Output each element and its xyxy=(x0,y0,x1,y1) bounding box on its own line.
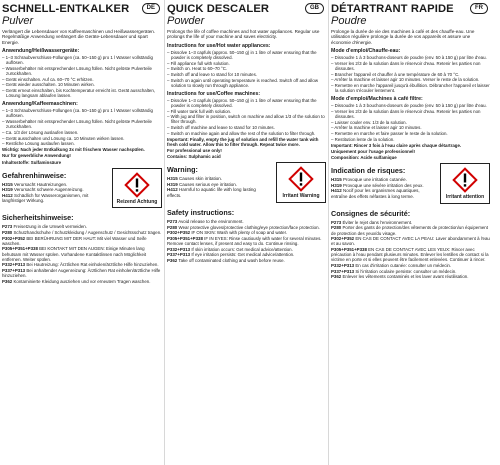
safety-statement xyxy=(167,258,326,263)
product-title: SCHNELL-ENTKALKER xyxy=(2,3,130,15)
instruction-step: – Restitution lente de la solution. xyxy=(331,136,395,142)
instruction-step: – Dissolve 1–3 capfuls (approx. 50–150 g) in 1 litre of water ensuring that the powder is completely dissolved. xyxy=(167,49,317,60)
safety-list xyxy=(2,224,162,284)
safety-text: Wear protective gloves/protective clothing/eye protection/face protection. xyxy=(178,224,320,230)
hazard-block xyxy=(2,166,162,209)
hazard-code: H315 xyxy=(2,181,13,187)
safety-statement xyxy=(167,230,326,235)
instruction-step: – Fill water tank full with solution. xyxy=(167,108,232,114)
section-heading: Instructions for use/Hot water appliances: xyxy=(167,42,271,49)
safety-statement xyxy=(2,262,162,267)
instruction-step: – Dissoudre 1 à 3 bouchons-doseurs de poudre (env. 50 à 150 g) par litre d'eau. xyxy=(331,55,487,61)
hazard-heading: Gefahrenhinweise: xyxy=(2,170,67,180)
safety-text: Porter des gants de protection/des vêtements de protection/un équipement de protection des yeux/du visage. xyxy=(331,225,488,236)
safety-statement xyxy=(331,236,490,246)
product-subtitle: Pulver xyxy=(2,15,34,27)
hazard-text: Causes serious eye irritation. xyxy=(179,181,238,187)
hazard-statement xyxy=(331,188,435,199)
hazard-heading: Warning: xyxy=(167,165,198,175)
instruction-step: – Laisser couler env. 1/3 de la solution. xyxy=(331,119,407,125)
safety-statement xyxy=(167,236,326,246)
instruction-step: – Restliche Lösung auslaufen lassen. xyxy=(2,141,75,147)
safety-text: Bei anhaltender Augenreizung: Ärztlichen Rat einholen/ärztliche Hilfe hinzuziehen. xyxy=(2,267,161,279)
hazard-text: Harmful to aquatic life with long lasting effects. xyxy=(167,187,256,199)
instruction-step: – Switch on. Heat to 60–70 °C. xyxy=(167,66,228,72)
language-column xyxy=(0,0,164,465)
safety-code: P337+P313 xyxy=(331,268,355,274)
safety-code: P332+P313 xyxy=(167,246,191,252)
safety-list xyxy=(167,219,326,263)
hazard-code: H315 xyxy=(331,177,342,183)
section-heading: Anwendung/Heißwassergeräte: xyxy=(2,48,80,55)
safety-heading: Consignes de sécurité: xyxy=(331,208,411,218)
instruction-step: – Wasserbehälter mit entsprechender Lösung füllen. Nicht gelöste Pulverteile zurückhalten. xyxy=(2,119,152,130)
safety-statement xyxy=(331,220,490,225)
intro-text: Prolongs the life of coffee machines and hot water appliances. Regular use prolongs the life of your machine and saves electricity. xyxy=(167,29,320,40)
hazard-text: Schädlich für Wasserorganismen, mit langfristiger Wirkung. xyxy=(2,192,89,204)
safety-statement xyxy=(2,246,162,261)
contents-note: Composition: Acide sulfamique xyxy=(331,155,397,161)
safety-statement xyxy=(2,268,162,278)
section-heading: Instructions for use/Coffee machines: xyxy=(167,90,261,97)
contents-note: Inhaltsstoffe: Sulfaminsäure xyxy=(2,159,62,165)
safety-statement xyxy=(167,252,326,257)
safety-text: EN CAS DE CONTACT AVEC LES YEUX: Rincer avec précaution à l'eau pendant plusieurs minutes. Enlever les lentilles de contact si la victime en porte et si elles peuvent être facilement enlevées. Continuer à rincer. xyxy=(331,247,489,263)
pictogram-caption: Reizend Achtung xyxy=(116,198,158,205)
hazard-heading: Indication de risques: xyxy=(331,166,406,176)
instruction-list xyxy=(167,50,326,88)
safety-text: Éviter le rejet dans l'environnement. xyxy=(342,219,413,225)
safety-statement xyxy=(2,236,162,246)
language-badge: DE xyxy=(142,3,160,14)
safety-text: IF ON SKIN: Wash with plenty of soap and water. xyxy=(191,230,288,236)
product-title: QUICK DESCALER xyxy=(167,3,270,15)
product-title: DÉTARTRANT RAPIDE xyxy=(331,3,454,15)
ghs-pictogram xyxy=(440,163,490,204)
section-heading: Anwendung/Kaffeemaschinen: xyxy=(2,101,78,108)
instruction-step: – Gerät erneut einschalten, bis Kochtemperatur erreicht ist. Gerät ausschalten, Lösung langsam ablaufen lassen. xyxy=(2,88,156,99)
hazard-code: H319 xyxy=(167,181,178,187)
language-badge: FR xyxy=(470,3,488,14)
safety-code: P305+P351+P338 xyxy=(331,247,367,252)
instruction-step: – Verser les 2/3 de la solution dans le réservoir d'eau. Retenir les parties non dissoutes. xyxy=(331,108,481,120)
safety-statement xyxy=(331,225,490,235)
instruction-step: – Dissoudre 1 à 3 bouchons-doseurs de poudre (env. 50 à 150 g) par litre d'eau. xyxy=(331,103,487,109)
instruction-list xyxy=(2,108,162,146)
safety-code: P273 xyxy=(2,224,13,230)
instruction-list xyxy=(2,55,162,98)
safety-text: En cas d'irritation cutanée: consulter un médecin. xyxy=(355,262,452,268)
hazard-text: Verursacht schwere Augenreizung. xyxy=(14,187,84,193)
safety-text: Enlever les vêtements contaminés et les laver avant réutilisation. xyxy=(342,274,469,280)
safety-list xyxy=(331,220,490,280)
safety-code: P305+P351+P338 xyxy=(167,235,203,241)
safety-text: Take off contaminated clothing and wash before reuse. xyxy=(178,258,285,264)
safety-statement xyxy=(167,247,326,252)
section-heading: Mode d'emploi/Chauffe-eau: xyxy=(331,48,401,55)
hazard-code: H412 xyxy=(167,187,178,193)
hazard-text: Causes skin irritation. xyxy=(179,176,223,182)
product-subtitle: Powder xyxy=(167,15,205,27)
ghs-pictogram xyxy=(112,168,162,209)
instruction-step: – 1–3 Schraubverschluss-Füllungen (ca. 50–150 g) pro 1 l Wasser vollständig auflösen. xyxy=(2,108,153,119)
safety-text: Bei Hautreizung: Ärztlichen Rat einholen/ärztliche Hilfe hinzuziehen. xyxy=(26,262,159,268)
section-heading: Mode d'emploi/Machines à café filtre: xyxy=(331,96,423,103)
professional-use-note: Uniquement pour l'usage professionnel! xyxy=(331,148,415,154)
safety-text: If eye irritation persists: Get medical advice/attention. xyxy=(191,252,295,258)
professional-use-note: Nur für gewerbliche Anwendung! xyxy=(2,153,71,159)
safety-text: BEI BERÜHRUNG MIT DER HAUT: Mit viel Wasser und Seife waschen. xyxy=(2,235,147,246)
instruction-step: – Switch on again until operating temperature is reached. Switch off and allow solution to slowly run through appliance. xyxy=(167,77,318,88)
instruction-step: – Verser les 2/3 de la solution dans le réservoir d'eau. Retenir les parties non dissoutes. xyxy=(331,60,481,71)
instruction-step: – Remettre en marche l'appareil jusqu'à ébullition. Débrancher l'appareil et laisser la solution s'écouler lentement. xyxy=(331,83,490,94)
instruction-step: – Switch on machine again and allow the rest of the solution to filter through. xyxy=(167,130,316,136)
instruction-step: – Wasserbehälter mit entsprechender Lösung füllen. Nicht gelöste Pulverteile zurückhalten. xyxy=(2,66,152,77)
hazard-code: H412 xyxy=(331,188,342,194)
instruction-step: – Dissolve 1–3 capfuls (approx. 50–150 g) in 1 litre of water ensuring that the powder is completely dissolved. xyxy=(167,97,317,108)
instruction-step: – Gerät einschalten. Auf ca. 60–70 °C erhitzen. xyxy=(2,76,94,82)
hazard-code: H319 xyxy=(331,182,342,188)
exclamation-warning-icon xyxy=(287,165,315,193)
safety-statement xyxy=(331,274,490,279)
instruction-step: – Arrêter la machine et laisser agir 10 minutes. xyxy=(331,125,422,131)
safety-text: Freisetzung in die Umwelt vermeiden. xyxy=(13,224,87,230)
safety-code: P280 xyxy=(331,225,342,231)
product-subtitle: Poudre xyxy=(331,15,367,27)
instruction-step: – With jug and filter in position, switch on machine and allow 1/3 of the solution to filter through. xyxy=(167,114,325,125)
safety-code: P362 xyxy=(2,278,13,284)
hazard-code: H412 xyxy=(2,192,13,198)
safety-text: If skin irritation occurs: Get medical advice/attention. xyxy=(191,246,293,252)
important-note: Important: Rincer 3 fois à l'eau claire après chaque détartrage. xyxy=(331,142,462,148)
hazard-code: H315 xyxy=(167,176,178,182)
safety-text: IF IN EYES: Rinse cautiously with water for several minutes. Remove contact lenses, if present and easy to do. Continue rinsing. xyxy=(167,235,322,246)
safety-heading: Safety instructions: xyxy=(167,207,235,217)
safety-code: P280 xyxy=(167,224,178,230)
hazard-text: Provoque une sévère irritation des yeux. xyxy=(343,182,424,188)
instruction-step: – Arrêter la machine et laisser agir 10 minutes. Verser le reste de la solution. xyxy=(331,77,480,83)
instruction-step: – 1–3 Schraubverschluss-Füllungen (ca. 50–150 g) pro 1 l Wasser vollständig auflösen. xyxy=(2,55,153,66)
professional-use-note: For professional use only! xyxy=(167,148,222,154)
safety-code: P332+P313 xyxy=(2,262,26,268)
safety-text: Kontaminierte Kleidung ausziehen und vor erneutem Tragen waschen. xyxy=(13,278,151,284)
safety-code: P362 xyxy=(331,274,342,280)
safety-text: Si l'irritation oculaire persiste: consulter un médecin. xyxy=(355,268,457,274)
instruction-step: – Switch off machine and leave to stand for 10 minutes. xyxy=(167,125,275,131)
language-column xyxy=(328,0,492,465)
instruction-step: – Fill appliance full with solution. xyxy=(167,60,230,66)
hazard-code: H319 xyxy=(2,187,13,193)
important-note: Wichtig: Nach jeder Entkalkung 3x mit frischem Wasser nachspülen. xyxy=(2,147,145,153)
safety-code: P337+P313 xyxy=(167,252,191,258)
ghs-pictogram xyxy=(276,162,326,203)
hazard-text: Nocif pour les organismes aquatiques, entraîne des effets néfastes à long terme. xyxy=(331,188,420,199)
instruction-list xyxy=(167,98,326,136)
instruction-list xyxy=(331,55,490,93)
instruction-step: – Switch off and leave to stand for 10 minutes. xyxy=(167,71,257,77)
safety-code: P302+P352 xyxy=(167,230,191,236)
instruction-step: – Ca. 1/3 der Lösung auslaufen lassen. xyxy=(2,129,79,135)
hazard-text: Provoque une irritation cutanée. xyxy=(343,177,407,183)
safety-text: BEI KONTAKT MIT DEN AUGEN: Einige Minuten lang behutsam mit Wasser spülen. Vorhandene Kontaktlinsen nach Möglichkeit entfernen. Weiter spülen. xyxy=(2,246,147,262)
hazard-statement xyxy=(167,187,271,198)
instruction-step: – Brancher l'appareil et chauffer à une température de 60 à 70 °C. xyxy=(331,71,460,77)
safety-statement xyxy=(167,225,326,230)
safety-code: P302+P352 xyxy=(2,235,26,241)
safety-statement xyxy=(331,247,490,262)
safety-statement xyxy=(331,263,490,268)
safety-statement xyxy=(2,230,162,235)
safety-statement xyxy=(167,219,326,224)
language-column xyxy=(164,0,328,465)
safety-heading: Sicherheitshinweise: xyxy=(2,213,74,223)
contents-note: Contains: Sulphamic acid xyxy=(167,154,221,160)
safety-text: EN CAS DE CONTACT AVEC LA PEAU: Laver abondamment à l'eau et au savon. xyxy=(331,236,490,247)
safety-code: P302+P352 xyxy=(331,236,355,242)
safety-text: Schutzhandschuhe / Schutzkleidung / Augenschutz / Gesichtsschutz tragen. xyxy=(13,229,162,235)
safety-text: Avoid release to the environment. xyxy=(178,218,244,224)
safety-code: P332+P313 xyxy=(331,262,355,268)
language-badge: GB xyxy=(305,3,324,14)
hazard-text: Verursacht Hautreizungen. xyxy=(14,181,68,187)
instruction-step: – Gerät wieder ausschalten. 10 Minuten wirken. xyxy=(2,82,95,88)
instruction-step: – Gerät ausschalten und Lösung ca. 10 Minuten wirken lassen. xyxy=(2,135,125,141)
safety-statement xyxy=(2,279,162,284)
safety-code: P305+P351+P338 xyxy=(2,246,38,252)
exclamation-warning-icon xyxy=(123,171,151,199)
hazard-statement xyxy=(2,193,106,204)
safety-code: P273 xyxy=(331,219,342,225)
instruction-list xyxy=(331,103,490,142)
safety-statement xyxy=(2,224,162,229)
important-note: Important: Finally, empty the jug of solution and refill the water tank with fresh cold water. Allow this to filter through. Repeat twice more. xyxy=(167,136,319,147)
hazard-block xyxy=(331,161,490,204)
exclamation-warning-icon xyxy=(451,166,479,194)
pictogram-caption: Irritant Warning xyxy=(282,193,320,200)
intro-text: Prolonge la durée de vie des machines à café et des chauffe-eau. Une utilisation régulière prolonge la durée de vos appareils et assure une économie d'énergie. xyxy=(331,29,475,45)
intro-text: Verlängert die Lebensdauer von Kaffeemaschinen und Heißwassergeräten. Regelmäßige Anwendung verlängert die Geräte-Lebensdauer und spart Energie. xyxy=(2,29,156,45)
safety-code: P273 xyxy=(167,218,178,224)
instruction-step: – Remettre en marche et faire passer le reste de la solution. xyxy=(331,131,448,137)
safety-code: P362 xyxy=(167,258,178,264)
pictogram-caption: Irritant attention xyxy=(445,194,485,201)
safety-code: P337+P313 xyxy=(2,267,26,273)
safety-code: P280 xyxy=(2,229,13,235)
safety-statement xyxy=(331,269,490,274)
hazard-block xyxy=(167,160,326,203)
